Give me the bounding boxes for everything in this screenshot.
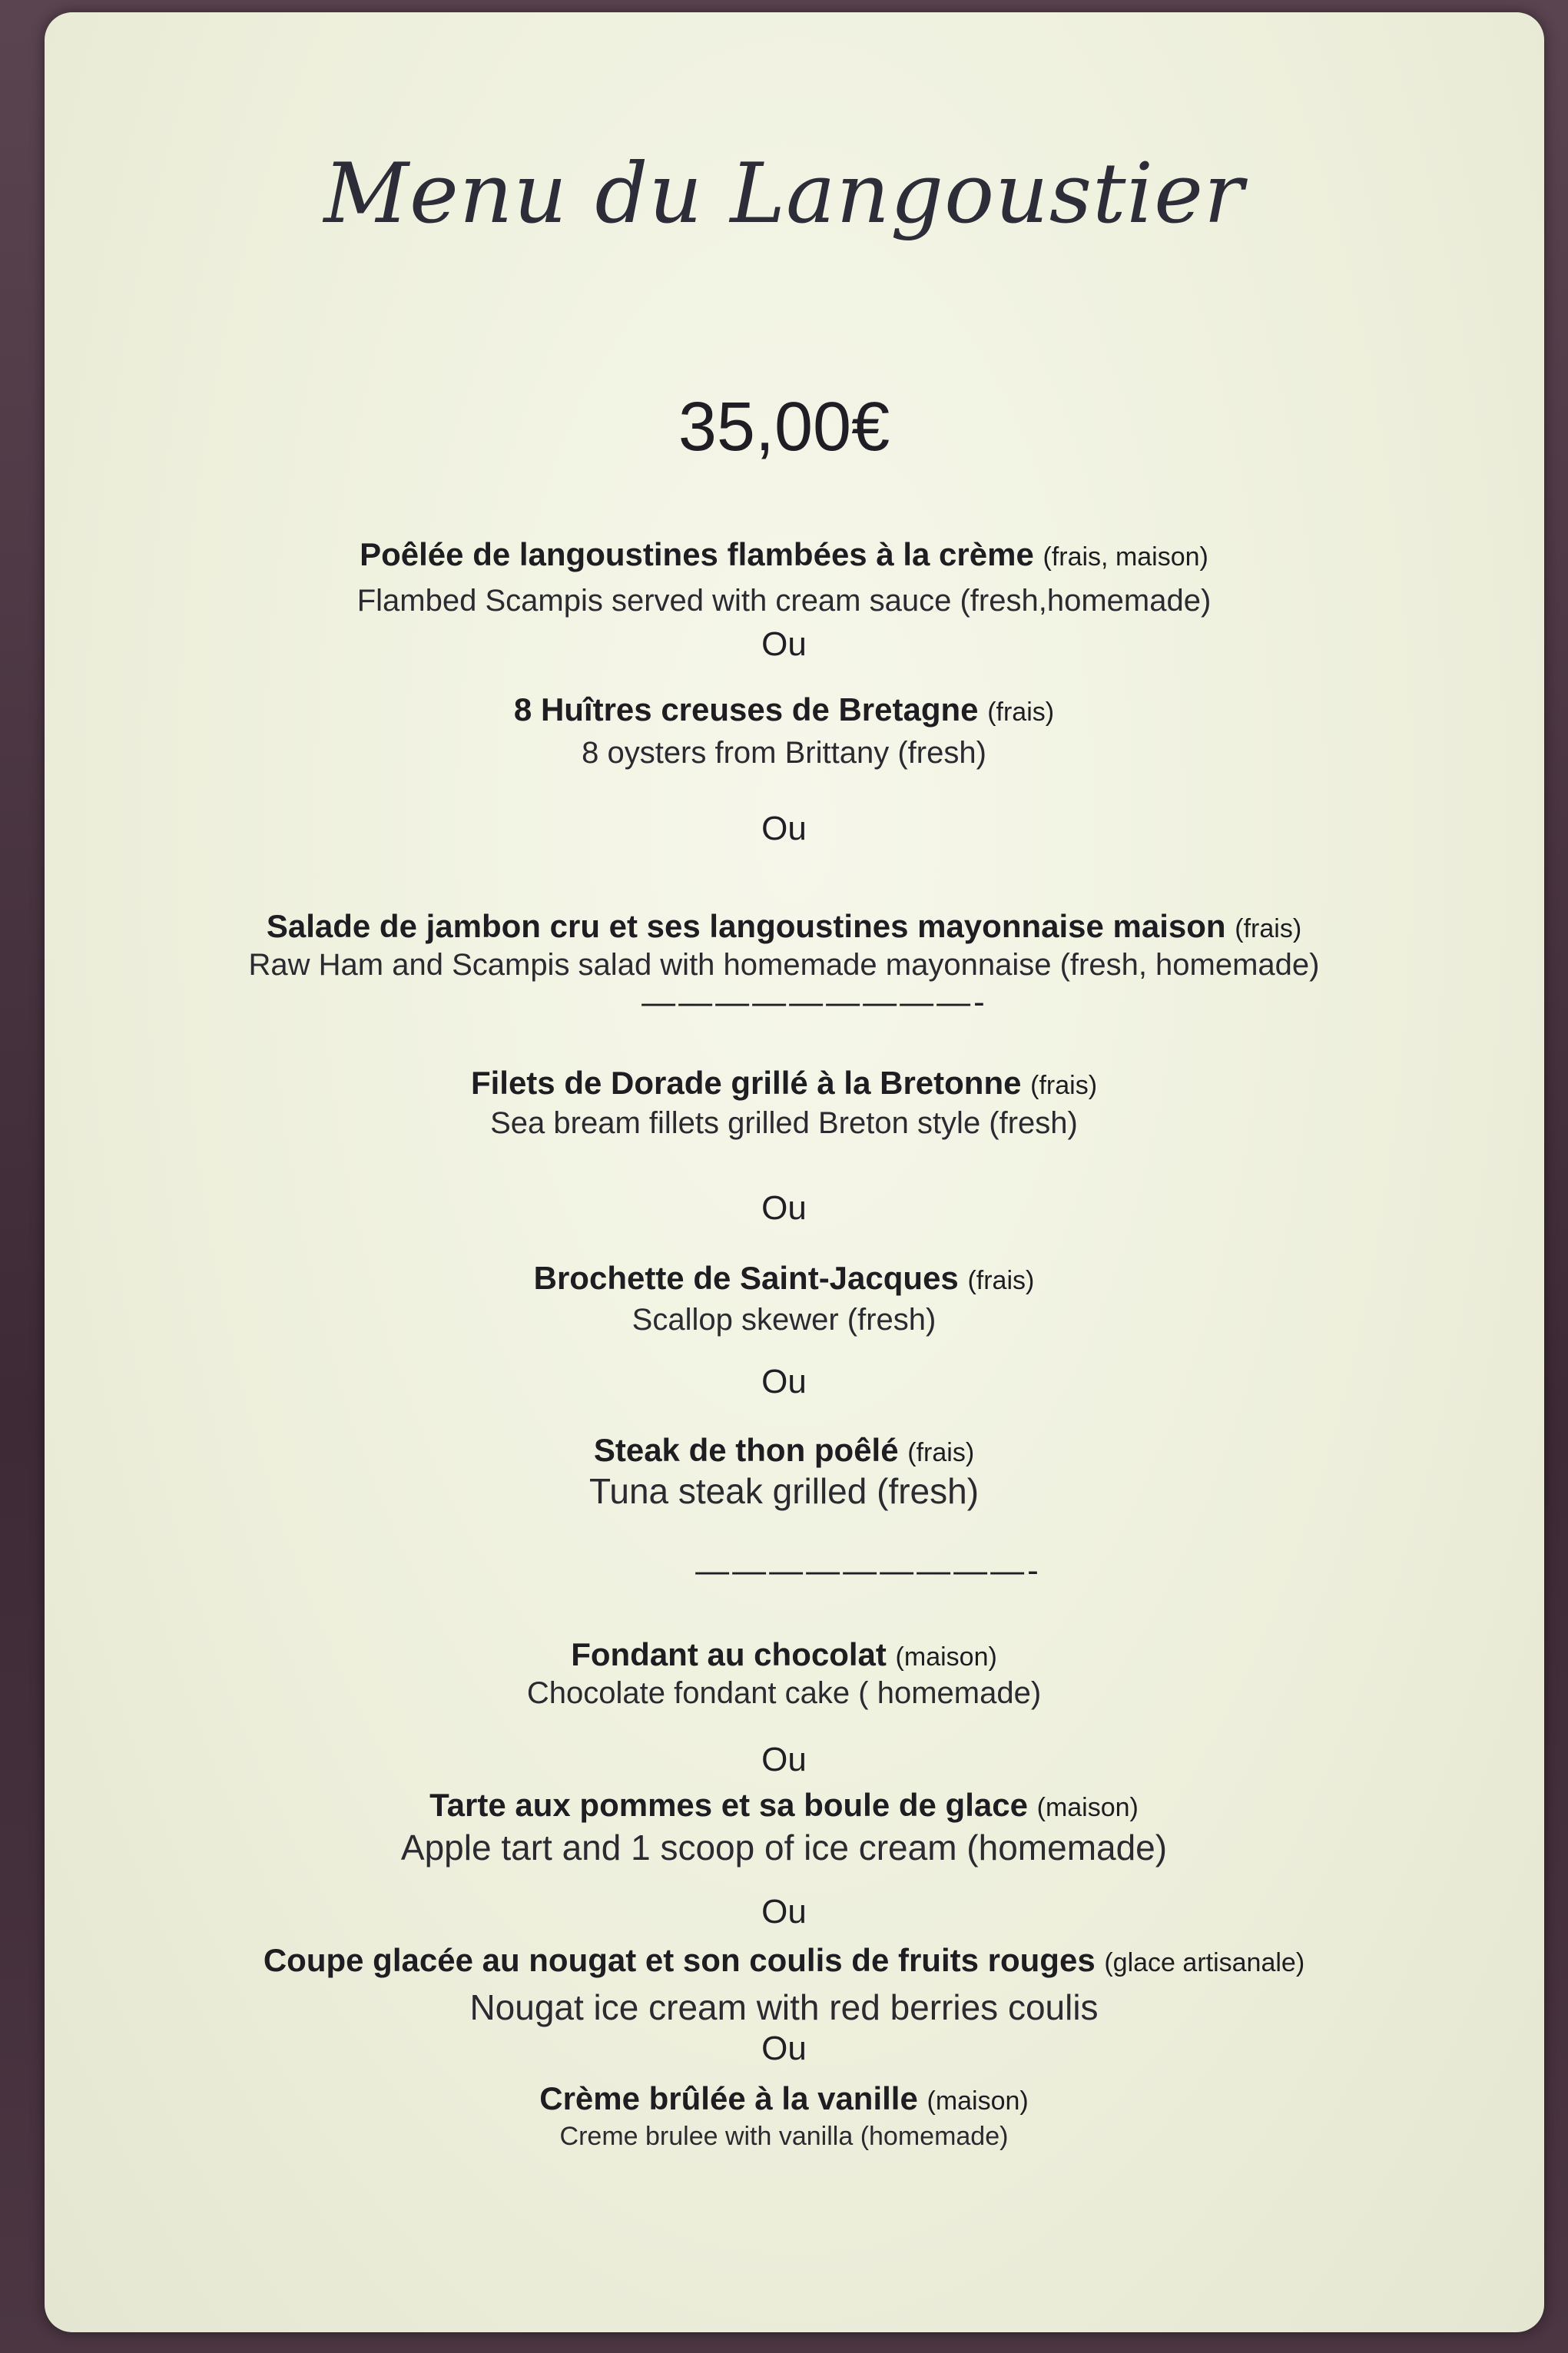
dish-fr: Fondant au chocolat (maison): [571, 1636, 997, 1672]
or-divider: Ou: [761, 1741, 807, 1778]
or-divider: Ou: [761, 1189, 807, 1227]
section-separator: —————————-: [641, 983, 988, 1021]
dish-fr: Filets de Dorade grillé à la Bretonne (frais): [470, 1065, 1098, 1101]
dish-en: Creme brulee with vanilla (homemade): [559, 2122, 1009, 2151]
or-divider: Ou: [761, 625, 807, 663]
menu-card: [45, 12, 1544, 2332]
dish-en: Raw Ham and Scampis salad with homemade mayonnaise (fresh, homemade): [248, 948, 1320, 982]
dish-fr: Coupe glacée au nougat et son coulis de fruits rouges (glace artisanale): [263, 1942, 1305, 1978]
dish-fr: Brochette de Saint-Jacques (frais): [533, 1260, 1035, 1296]
or-divider: Ou: [761, 1363, 807, 1400]
dish-fr: 8 Huîtres creuses de Bretagne (frais): [513, 691, 1055, 727]
dish-fr: Salade de jambon cru et ses langoustines mayonnaise maison (frais): [266, 908, 1302, 944]
dish-en: Flambed Scampis served with cream sauce (fresh,homemade): [356, 584, 1212, 618]
dish-en: Scallop skewer (fresh): [632, 1303, 936, 1337]
dish-fr: Steak de thon poêlé (frais): [593, 1432, 975, 1468]
or-divider: Ou: [761, 810, 807, 847]
dish-fr: Tarte aux pommes et sa boule de glace (maison): [429, 1787, 1139, 1823]
or-divider: Ou: [761, 2030, 807, 2067]
dish-fr: Crème brûlée à la vanille (maison): [539, 2080, 1029, 2116]
dish-en: Sea bream fillets grilled Breton style (fresh): [490, 1106, 1078, 1140]
section-separator: —————————-: [695, 1552, 1042, 1589]
menu-title: Menu du Langoustier: [323, 146, 1245, 242]
dish-en: Tuna steak grilled (fresh): [588, 1471, 980, 1511]
or-divider: Ou: [761, 1893, 807, 1930]
menu-price: 35,00€: [678, 389, 890, 466]
dish-en: Nougat ice cream with red berries coulis: [469, 1987, 1099, 2027]
dish-en: Apple tart and 1 scoop of ice cream (homemade): [400, 1828, 1168, 1867]
dish-en: 8 oysters from Brittany (fresh): [582, 736, 986, 770]
dish-en: Chocolate fondant cake ( homemade): [526, 1676, 1042, 1710]
dish-fr: Poêlée de langoustines flambées à la crème (frais, maison): [360, 536, 1208, 572]
